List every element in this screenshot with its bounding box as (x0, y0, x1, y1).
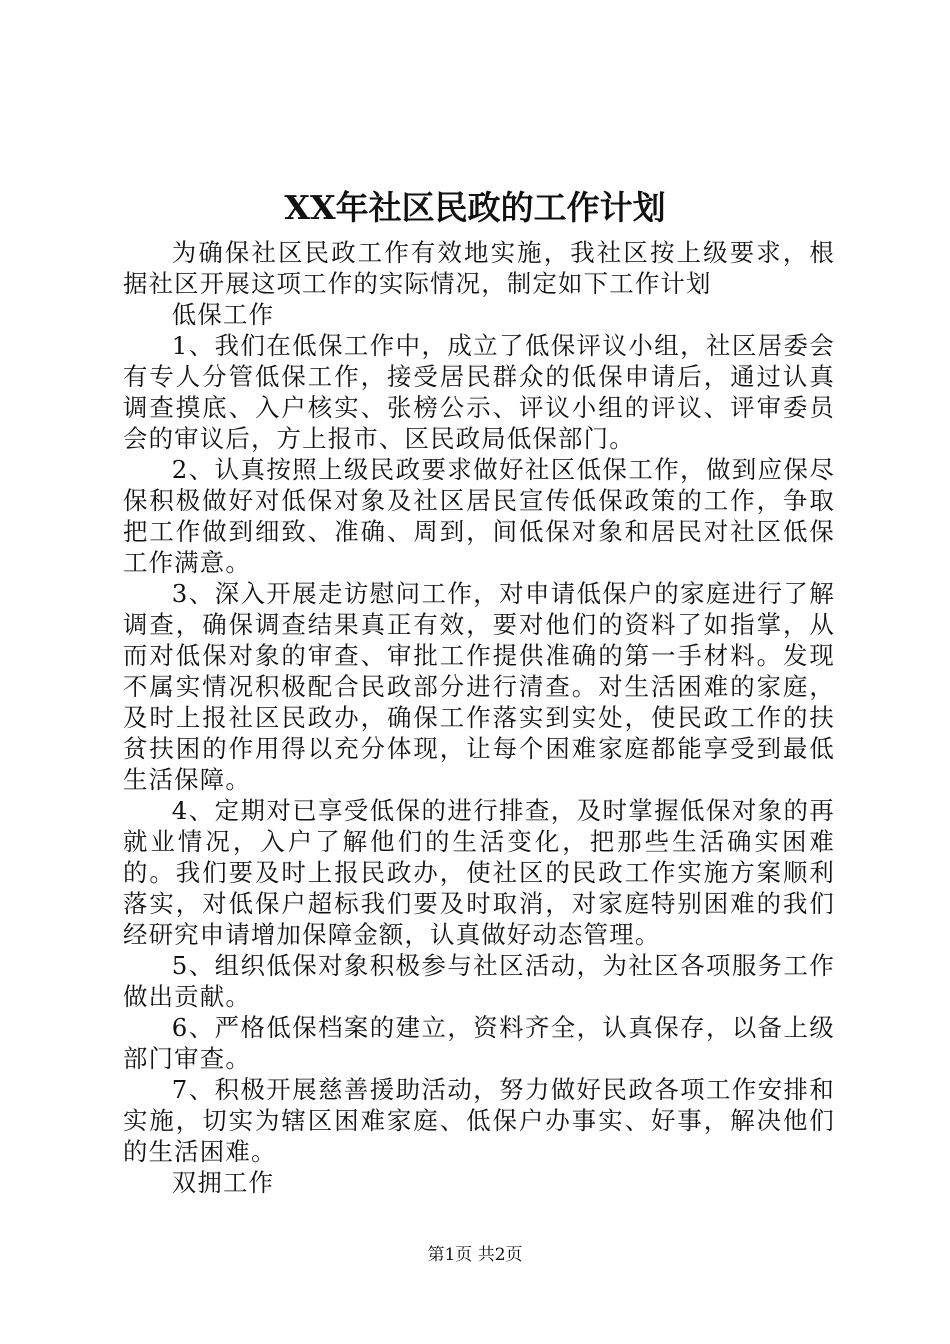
paragraph-item-7: 7、积极开展慈善援助活动，努力做好民政各项工作安排和实施，切实为辖区困难家庭、低保户办事实、好事，解决他们的生活困难。 (123, 1075, 835, 1166)
intro-paragraph: 为确保社区民政工作有效地实施，我社区按上级要求，根据社区开展这项工作的实际情况，制定如下工作计划 (123, 238, 835, 298)
paragraph-item-2: 2、认真按照上级民政要求做好社区低保工作，做到应保尽保积极做好对低保对象及社区居民宣传低保政策的工作，争取把工作做到细致、准确、周到，间低保对象和居民对社区低保工作满意。 (123, 455, 835, 577)
section-heading-shuangyong: 双拥工作 (171, 1168, 275, 1197)
page-title: XX年社区民政的工作计划 (284, 188, 666, 227)
paragraph-item-3: 3、深入开展走访慰问工作，对申请低保户的家庭进行了解调查，确保调查结果真正有效，要对他们的资料了如指掌，从而对低保对象的审查、审批工作提供准确的第一手材料。发现不属实情况积极配合民政部分进行清查。对生活困难的家庭，及时上报社区民政办，确保工作落实到实处，使民政工作的扶贫扶困的作用得以充分体现，让每个困难家庭都能享受到最低生活保障。 (123, 579, 835, 794)
paragraph-item-5: 5、组织低保对象积极参与社区活动，为社区各项服务工作做出贡献。 (123, 951, 835, 1011)
section-heading-dibao: 低保工作 (171, 300, 275, 329)
paragraph-item-1: 1、我们在低保工作中，成立了低保评议小组，社区居委会有专人分管低保工作，接受居民群众的低保申请后，通过认真调查摸底、入户核实、张榜公示、评议小组的评议、评审委员会的审议后，方上报市、区民政局低保部门。 (123, 331, 835, 453)
paragraph-item-6: 6、严格低保档案的建立，资料齐全，认真保存，以备上级部门审查。 (123, 1013, 835, 1073)
page-footer: 第1页 共2页 (427, 1245, 523, 1265)
paragraph-item-4: 4、定期对已享受低保的进行排查，及时掌握低保对象的再就业情况，入户了解他们的生活变化，把那些生活确实困难的。我们要及时上报民政办，使社区的民政工作实施方案顺利落实，对低保户超标我们要及时取消，对家庭特别困难的我们经研究申请增加保障金额，认真做好动态管理。 (123, 796, 835, 949)
document-body (123, 237, 835, 1198)
